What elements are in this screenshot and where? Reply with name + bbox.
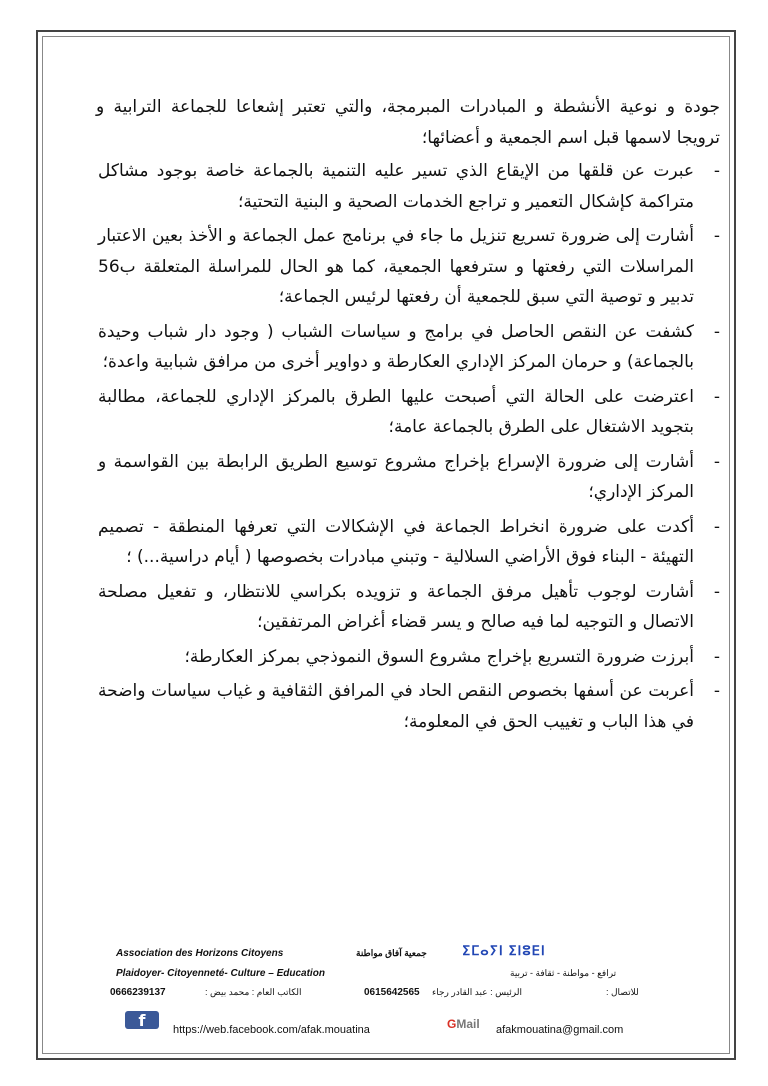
list-item-text: أشارت لوجوب تأهيل مرفق الجماعة و تزويده بكراسي للانتظار، و تفعيل مصلحة الاتصال و التوجيه لما فيه صالح و يسر قضاء أغراض المرتفقين؛ bbox=[98, 581, 694, 632]
facebook-link[interactable]: https://web.facebook.com/afak.mouatina bbox=[173, 1024, 370, 1036]
intro-paragraph bbox=[88, 92, 720, 153]
list-item bbox=[88, 512, 720, 573]
list-item-text: عبرت عن قلقها من الإيقاع الذي تسير عليه التنمية بالجماعة خاصة بوجود مشاكل متراكمة كإشكال التعمير و تراجع الخدمات الصحية و البنية التحتية؛ bbox=[98, 161, 694, 212]
list-item bbox=[88, 447, 720, 508]
list-item-text: أشارت إلى ضرورة الإسراع بإخراج مشروع توسيع الطريق الرابطة بين القواسمة و المركز الإداري؛ bbox=[98, 451, 694, 502]
bullet-marker: - bbox=[713, 321, 720, 342]
president-phone: 0615642565 bbox=[364, 987, 420, 998]
list-item bbox=[88, 577, 720, 638]
list-item bbox=[88, 156, 720, 217]
bullet-marker: - bbox=[713, 581, 720, 602]
list-item bbox=[88, 317, 720, 378]
org-name-tifinagh: ⵉⵎⴰⵢⵏ ⵉⵏⵓⴹⵏ bbox=[462, 943, 546, 958]
list-item bbox=[88, 382, 720, 443]
list-item-text: أعربت عن أسفها بخصوص النقص الحاد في المرافق الثقافية و غياب سياسات واضحة في هذا الباب و تغييب الحق في المعلومة؛ bbox=[98, 681, 694, 732]
letterhead-footer bbox=[110, 945, 670, 1045]
bullet-marker: - bbox=[713, 161, 720, 181]
bullet-marker: - bbox=[713, 386, 720, 407]
secretary-label: الكاتب العام : محمد بيض : bbox=[205, 987, 302, 997]
tagline-french: Plaidoyer- Citoyenneté- Culture – Education bbox=[116, 968, 325, 979]
list-item-text: أكدت على ضرورة انخراط الجماعة في الإشكالات التي تعرفها المنطقة - تصميم التهيئة - البناء فوق الأراضي السلالية - وتبني مبادرات بخصوصها ( أيام دراسية...) ؛ bbox=[98, 516, 694, 567]
list-item-text: كشفت عن النقص الحاصل في برامج و سياسات الشباب ( وجود دار شباب وحيدة بالجماعة) و حرمان المركز الإداري العكارطة و دواوير أخرى من مرافق شبابية واعدة؛ bbox=[98, 321, 694, 372]
document-body bbox=[88, 92, 720, 741]
bullet-marker: - bbox=[713, 451, 720, 472]
intro-line: جودة و نوعية الأنشطة و المبادرات المبرمجة، والتي تعتبر إشعاعا bbox=[236, 97, 720, 117]
bullet-marker: - bbox=[713, 226, 720, 246]
list-item bbox=[88, 221, 720, 313]
org-name-french: Association des Horizons Citoyens bbox=[116, 948, 284, 959]
org-name-arabic: جمعية آفاق مواطنة bbox=[356, 948, 427, 958]
facebook-icon[interactable]: f bbox=[125, 1011, 159, 1029]
contact-label: للاتصال : bbox=[606, 987, 639, 997]
bullet-marker: - bbox=[713, 681, 720, 701]
list-item bbox=[88, 642, 720, 673]
list-item-text: اعترضت على الحالة التي أصبحت عليها الطرق بالمركز الإداري للجماعة، مطالبة بتجويد الاشتغال على الطرق بالجماعة عامة؛ bbox=[98, 386, 694, 437]
list-item-text: أشارت إلى ضرورة تسريع تنزيل ما جاء في برنامج عمل الجماعة و الأخذ بعين الاعتبار المراسلات التي رفعتها و سترفعها الجمعية، كما هو الحال للمراسلة المتعلقة ب56 تدبير و توصية التي سبق للجمعية أن رفعتها لرئيس الجماعة؛ bbox=[98, 226, 694, 307]
secretary-phone: 0666239137 bbox=[110, 987, 166, 998]
bullet-marker: - bbox=[713, 646, 720, 667]
president-label: الرئيس : عبد القادر رجاء bbox=[432, 987, 522, 997]
list-item-text: أبرزت ضرورة التسريع بإخراج مشروع السوق النموذجي بمركز العكارطة؛ bbox=[184, 646, 694, 667]
intro-line: للجماعة الترابية و ترويجا لاسمها قبل اسم الجمعية و أعضائها؛ bbox=[96, 97, 720, 148]
bullet-marker: - bbox=[713, 516, 720, 537]
list-item bbox=[88, 676, 720, 737]
bullet-list bbox=[88, 156, 720, 737]
tagline-arabic: ترافع - مواطنة - ثقافة - تربية bbox=[510, 968, 617, 978]
email-link[interactable]: afakmouatina@gmail.com bbox=[496, 1024, 624, 1036]
gmail-icon: GMail bbox=[447, 1017, 480, 1031]
